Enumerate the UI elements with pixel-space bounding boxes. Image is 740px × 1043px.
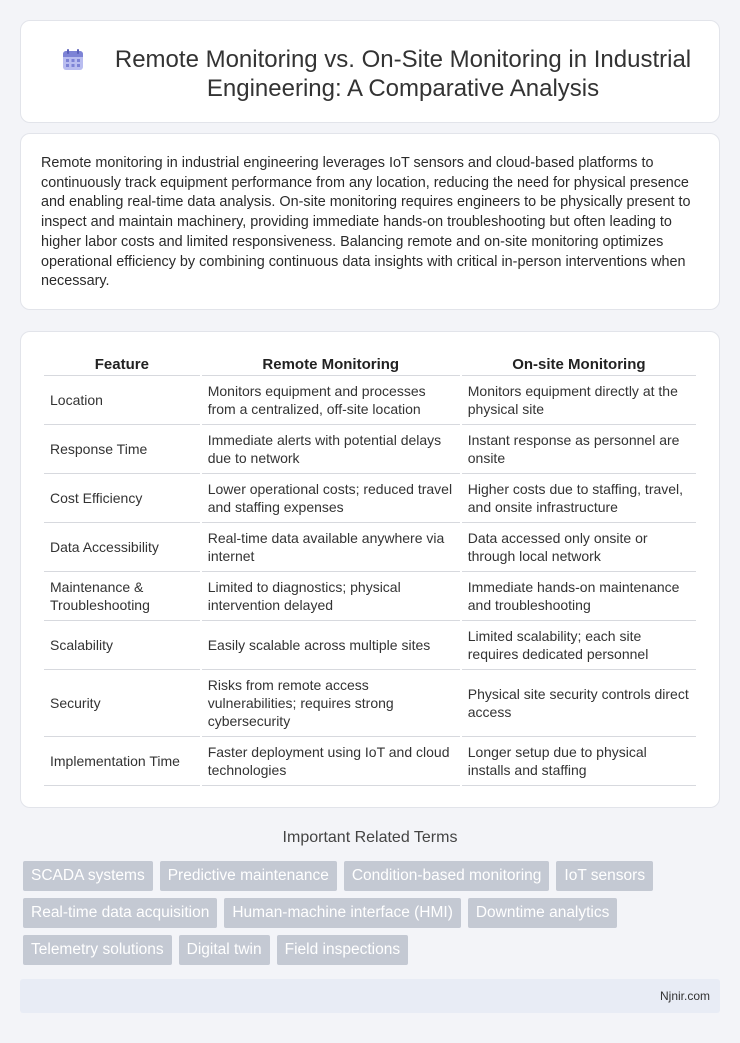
feature-cell: Scalability	[44, 621, 200, 670]
header-feature: Feature	[44, 352, 200, 376]
calendar-icon	[61, 48, 85, 72]
remote-cell: Limited to diagnostics; physical intervention delayed	[202, 572, 460, 621]
term-tag[interactable]: Human-machine interface (HMI)	[224, 898, 461, 928]
term-tag[interactable]: Telemetry solutions	[23, 935, 172, 965]
table-row	[44, 425, 696, 474]
table-row	[44, 376, 696, 425]
term-tag[interactable]: Real-time data acquisition	[23, 898, 217, 928]
footer-brand[interactable]: Njnir.com	[659, 989, 710, 1003]
feature-cell: Data Accessibility	[44, 523, 200, 572]
remote-cell: Risks from remote access vulnerabilities; requires strong cybersecurity	[202, 670, 460, 737]
feature-cell: Response Time	[44, 425, 200, 474]
onsite-cell: Limited scalability; each site requires dedicated personnel	[462, 621, 696, 670]
comparison-table-card	[20, 331, 720, 808]
onsite-cell: Physical site security controls direct access	[462, 670, 696, 737]
term-tag[interactable]: Predictive maintenance	[160, 861, 337, 891]
remote-cell: Immediate alerts with potential delays due to network	[202, 425, 460, 474]
table-header-row	[44, 352, 696, 376]
table-row	[44, 670, 696, 737]
table-row	[44, 621, 696, 670]
feature-cell: Implementation Time	[44, 737, 200, 786]
onsite-cell: Data accessed only onsite or through local network	[462, 523, 696, 572]
related-terms-list	[23, 861, 723, 972]
feature-cell: Cost Efficiency	[44, 474, 200, 523]
table-row	[44, 523, 696, 572]
onsite-cell: Immediate hands-on maintenance and troubleshooting	[462, 572, 696, 621]
remote-cell: Lower operational costs; reduced travel and staffing expenses	[202, 474, 460, 523]
table-row	[44, 737, 696, 786]
title-card	[20, 20, 720, 123]
remote-cell: Real-time data available anywhere via internet	[202, 523, 460, 572]
term-tag[interactable]: Downtime analytics	[468, 898, 618, 928]
remote-cell: Monitors equipment and processes from a centralized, off-site location	[202, 376, 460, 425]
onsite-cell: Longer setup due to physical installs and staffing	[462, 737, 696, 786]
table-row	[44, 572, 696, 621]
comparison-table	[42, 352, 698, 786]
term-tag[interactable]: SCADA systems	[23, 861, 153, 891]
term-tag[interactable]: Field inspections	[277, 935, 408, 965]
page-title: Remote Monitoring vs. On-Site Monitoring in Industrial Engineering: A Comparative Analysis	[114, 46, 692, 102]
remote-cell: Faster deployment using IoT and cloud technologies	[202, 737, 460, 786]
table-row	[44, 474, 696, 523]
term-tag[interactable]: Digital twin	[179, 935, 270, 965]
feature-cell: Security	[44, 670, 200, 737]
header-remote: Remote Monitoring	[202, 352, 460, 376]
term-tag[interactable]: IoT sensors	[556, 861, 653, 891]
intro-card	[20, 133, 720, 310]
onsite-cell: Instant response as personnel are onsite	[462, 425, 696, 474]
feature-cell: Location	[44, 376, 200, 425]
footer	[20, 979, 720, 1013]
intro-paragraph: Remote monitoring in industrial engineering leverages IoT sensors and cloud-based platforms to continuously track equipment performance from any location, reducing the need for physical presence and enabling real-time data analysis. On-site monitoring requires engineers to be physically present to inspect and maintain machinery, providing immediate hands-on troubleshooting but often leading to higher labor costs and limited responsiveness. Balancing remote and on-site monitoring optimizes operational efficiency by combining continuous data insights with critical in-person interventions when necessary.	[41, 155, 691, 290]
onsite-cell: Monitors equipment directly at the physical site	[462, 376, 696, 425]
header-onsite: On-site Monitoring	[462, 352, 696, 376]
title-row	[61, 45, 699, 103]
term-tag[interactable]: Condition-based monitoring	[344, 861, 550, 891]
related-terms-heading: Important Related Terms	[282, 829, 458, 846]
onsite-cell: Higher costs due to staffing, travel, and onsite infrastructure	[462, 474, 696, 523]
feature-cell: Maintenance & Troubleshooting	[44, 572, 200, 621]
remote-cell: Easily scalable across multiple sites	[202, 621, 460, 670]
